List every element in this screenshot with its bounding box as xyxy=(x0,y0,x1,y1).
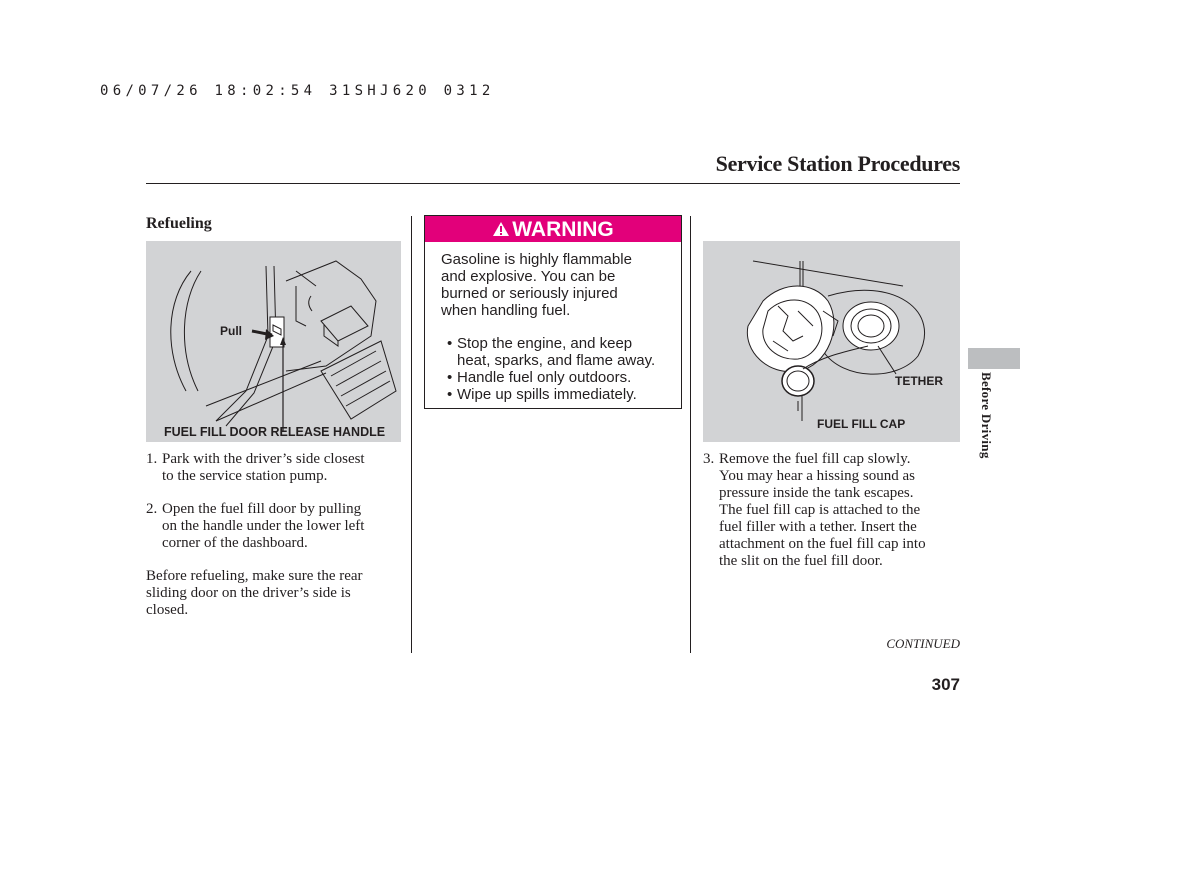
page-number: 307 xyxy=(931,675,960,694)
step-1 xyxy=(146,451,406,485)
step-2-number: 2. xyxy=(146,501,158,517)
section-heading: Refueling xyxy=(146,215,212,232)
release-handle-illustration xyxy=(146,241,401,442)
warning-intro: Gasoline is highly flammable and explosive. You can be burned or seriously injured when handling fuel. xyxy=(441,251,632,319)
fuel-cap-figure xyxy=(703,241,960,442)
warning-bullet: • Wipe up spills immediately. xyxy=(441,386,671,403)
warning-body xyxy=(425,242,681,403)
continued-label: CONTINUED xyxy=(886,636,960,651)
column-divider-left xyxy=(411,216,412,653)
section-side-label: Before Driving xyxy=(979,372,994,459)
step-2 xyxy=(146,501,406,552)
step-3-text: Remove the fuel fill cap slowly. You may hear a hissing sound as pressure inside the tank escapes. The fuel fill cap is attached to the fuel filler with a tether. Insert the attachment on the fuel fill cap into the slit on the fuel fill door. xyxy=(719,451,926,569)
pull-label: Pull xyxy=(220,324,243,338)
column-divider-right xyxy=(690,216,691,653)
warning-bullet: • Handle fuel only outdoors. xyxy=(441,369,671,386)
page-title: Service Station Procedures xyxy=(715,151,960,176)
warning-box xyxy=(424,215,682,409)
step-1-number: 1. xyxy=(146,451,158,467)
warning-triangle-icon xyxy=(492,221,510,237)
warning-bullet-list xyxy=(441,335,671,403)
section-side-tab xyxy=(968,348,1020,369)
step-2-text: Open the fuel fill door by pulling on the handle under the lower left corner of the dashboard. xyxy=(162,501,365,551)
step-3 xyxy=(703,451,963,570)
step-3-number: 3. xyxy=(703,451,715,467)
release-handle-figure xyxy=(146,241,401,442)
fuel-cap-label: FUEL FILL CAP xyxy=(817,417,906,431)
warning-title: WARNING xyxy=(512,218,614,241)
refueling-note: Before refueling, make sure the rear sliding door on the driver’s side is closed. xyxy=(146,568,363,618)
warning-header xyxy=(425,216,681,242)
warning-bullet: • Stop the engine, and keep heat, sparks, and flame away. xyxy=(441,335,671,369)
fuel-cap-illustration xyxy=(703,241,960,442)
title-rule xyxy=(146,183,960,184)
release-handle-caption: FUEL FILL DOOR RELEASE HANDLE xyxy=(164,425,386,439)
print-timestamp: 06/07/26 18:02:54 31SHJ620 0312 xyxy=(100,83,495,99)
step-1-text: Park with the driver’s side closest to the service station pump. xyxy=(162,451,365,484)
tether-label: TETHER xyxy=(895,374,943,388)
